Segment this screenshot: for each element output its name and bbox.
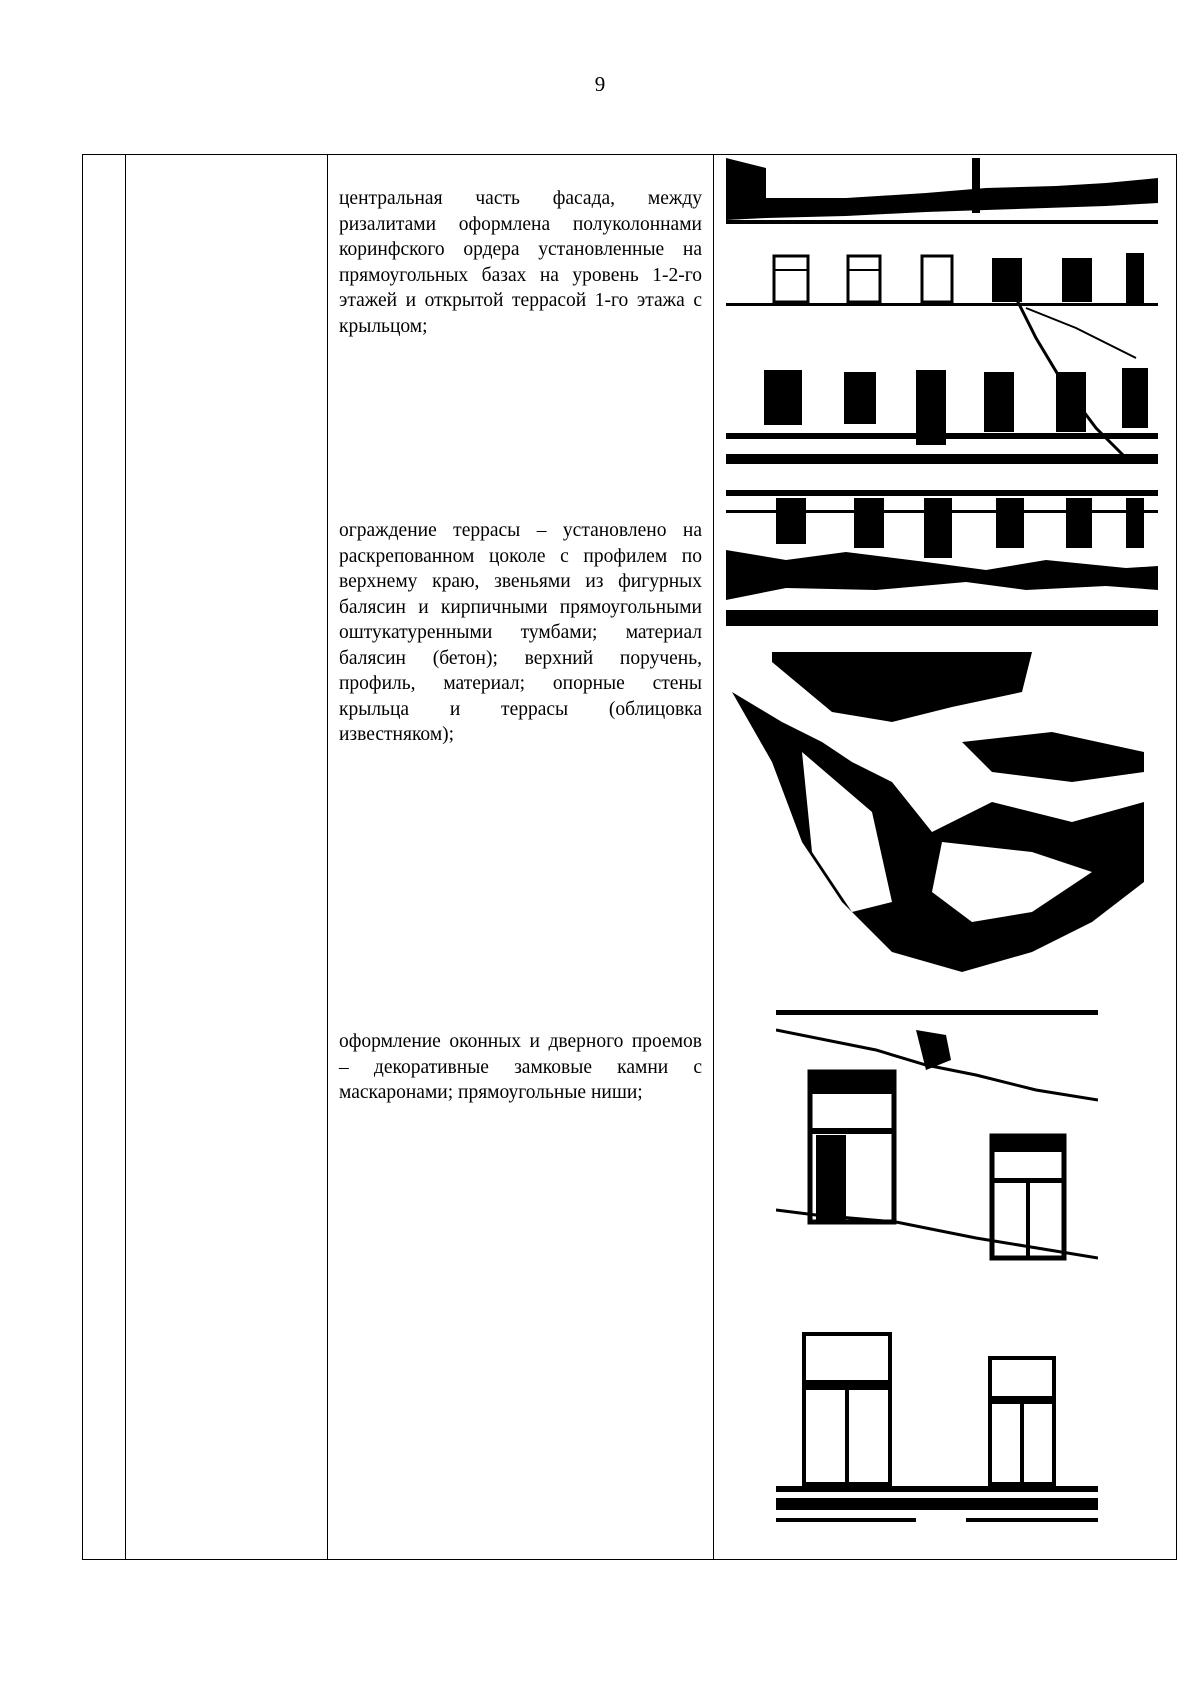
retaining-wall-photo <box>732 652 1144 997</box>
window-detail-photo <box>776 1010 1098 1268</box>
row-2-description: ограждение террасы – установлено на раскрепованном цоколе с профилем по верхнему краю, звеньями из фигурных балясин и кирпичными прямоугольными оштукатуренными тумбами; материал балясин (бетон); верхний поручень, профиль, материал; опорные стены крыльца и террасы (облицовка известняком); <box>339 520 702 745</box>
row-1-description: центральная часть фасада, между ризалитами оформлена полуколоннами коринфского ордера установленные на прямоугольных базах на уровень 1-2-го этажей и открытой террасой 1-го этажа с крыльцом; <box>339 188 702 337</box>
page-number: 9 <box>594 72 606 96</box>
table-column-divider-1 <box>125 154 126 1560</box>
terrace-photo <box>726 490 1158 626</box>
lower-windows-photo <box>776 1332 1098 1534</box>
table-column-divider-2 <box>327 154 328 1560</box>
facade-photo <box>726 158 1158 468</box>
row-3-description: оформление оконных и дверного проемов – декоративные замковые камни с маскаронами; прямоугольные ниши; <box>339 1031 702 1103</box>
table-column-divider-3 <box>713 154 714 1560</box>
